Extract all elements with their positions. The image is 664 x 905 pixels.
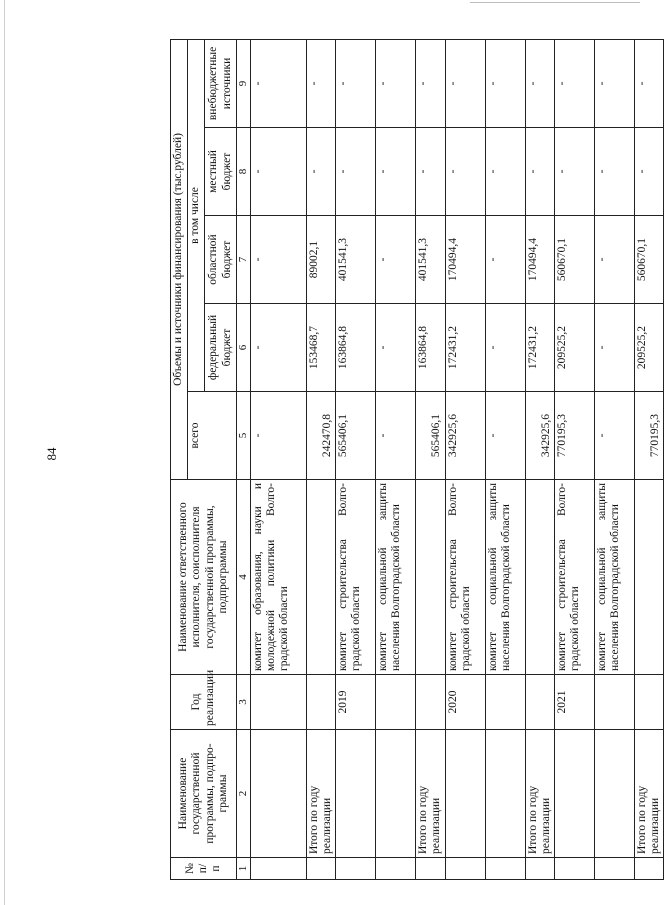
- table-row: [554, 39, 594, 879]
- cell-federal: 163864,8: [336, 304, 376, 392]
- cell-program: [445, 730, 485, 858]
- cell-federal: 163864,8: [416, 304, 445, 392]
- col-number: 9: [237, 39, 251, 127]
- cell-extra: -: [416, 39, 445, 127]
- cell-total: 565406,1: [416, 392, 445, 480]
- cell-executor: комитет социальной защиты населения Волгоградской области: [376, 480, 416, 675]
- cell-total: -: [250, 392, 306, 480]
- cell-regional: 89002,1: [306, 216, 335, 304]
- cell-executor: комитет образования, науки и молодежной политики Волго-градской области: [250, 480, 306, 675]
- header-num: № п/п: [171, 858, 237, 880]
- cell-program: [485, 730, 525, 858]
- table-row-total: [634, 39, 663, 879]
- cell-year: [250, 675, 306, 730]
- header-funding-group: Объемы и источники финансирования (тыс.рублей): [171, 39, 188, 479]
- cell-year: 2021: [554, 675, 594, 730]
- cell-extra: -: [525, 39, 554, 127]
- table-row-total: [525, 39, 554, 879]
- cell-federal: -: [485, 304, 525, 392]
- cell-year: [485, 675, 525, 730]
- cell-regional: -: [485, 216, 525, 304]
- cell-extra: -: [250, 39, 306, 127]
- cell-num: [594, 858, 634, 880]
- table-row: [445, 39, 485, 879]
- cell-regional: 560670,1: [634, 216, 663, 304]
- cell-regional: 170494,4: [445, 216, 485, 304]
- cell-regional: -: [376, 216, 416, 304]
- header-including: в том числе: [188, 39, 205, 391]
- cell-program: [594, 730, 634, 858]
- cell-year: [376, 675, 416, 730]
- col-number: 8: [237, 128, 251, 216]
- table-row: [250, 39, 306, 879]
- rotated-table-container: [170, 30, 662, 880]
- table-body: [250, 39, 664, 879]
- cell-extra: -: [594, 39, 634, 127]
- table-row: [594, 39, 634, 879]
- cell-total: 770195,3: [554, 392, 594, 480]
- cell-num: [445, 858, 485, 880]
- cell-federal: 172431,2: [445, 304, 485, 392]
- cell-federal: 209525,2: [554, 304, 594, 392]
- cell-total: 342925,6: [445, 392, 485, 480]
- cell-program: [554, 730, 594, 858]
- cell-program: Итого по году реализации: [525, 730, 554, 858]
- cell-executor: комитет строительства Волго-градской области: [445, 480, 485, 675]
- cell-total: 242470,8: [306, 392, 335, 480]
- cell-federal: -: [376, 304, 416, 392]
- cell-federal: 153468,7: [306, 304, 335, 392]
- cell-year: 2019: [336, 675, 376, 730]
- cell-year: [416, 675, 445, 730]
- cell-federal: -: [594, 304, 634, 392]
- cell-year: [634, 675, 663, 730]
- cell-regional: 401541,3: [416, 216, 445, 304]
- cell-executor: комитет строительства Волго-градской области: [336, 480, 376, 675]
- cell-num: [485, 858, 525, 880]
- header-year: Год реализации: [171, 675, 237, 730]
- col-number: 2: [237, 730, 251, 858]
- cell-program: Итого по году реализации: [416, 730, 445, 858]
- header-local: местный бюджет: [205, 128, 237, 216]
- cell-program: Итого по году реализации: [306, 730, 335, 858]
- col-number: 5: [237, 392, 251, 480]
- cell-regional: -: [250, 216, 306, 304]
- col-number: 4: [237, 480, 251, 675]
- cell-regional: -: [594, 216, 634, 304]
- scan-edge-left: [4, 0, 5, 905]
- cell-executor: [416, 480, 445, 675]
- header-federal: федеральный бюджет: [205, 304, 237, 392]
- cell-local: -: [594, 128, 634, 216]
- cell-year: [594, 675, 634, 730]
- cell-executor: комитет социальной защиты населения Волгоградской области: [594, 480, 634, 675]
- header-extrabudget: внебюджетные источники: [205, 39, 237, 127]
- cell-program: [376, 730, 416, 858]
- cell-num: [306, 858, 335, 880]
- scan-edge-top: [470, 2, 640, 3]
- cell-program: [250, 730, 306, 858]
- cell-federal: -: [250, 304, 306, 392]
- cell-local: -: [376, 128, 416, 216]
- table-row: [336, 39, 376, 879]
- cell-local: -: [416, 128, 445, 216]
- cell-executor: [525, 480, 554, 675]
- cell-num: [416, 858, 445, 880]
- cell-year: [525, 675, 554, 730]
- page-number: 84: [44, 447, 59, 461]
- cell-num: [336, 858, 376, 880]
- cell-extra: -: [445, 39, 485, 127]
- cell-regional: 170494,4: [525, 216, 554, 304]
- cell-local: -: [445, 128, 485, 216]
- cell-program: Итого по году реализации: [634, 730, 663, 858]
- header-executor: Наименование ответственного исполнителя, соисполнителя государственной программы, подпрограммы: [171, 480, 237, 675]
- header-total: всего: [188, 392, 237, 480]
- cell-local: -: [485, 128, 525, 216]
- col-number: 1: [237, 858, 251, 880]
- col-number: 3: [237, 675, 251, 730]
- cell-program: [336, 730, 376, 858]
- cell-executor: [306, 480, 335, 675]
- cell-local: -: [336, 128, 376, 216]
- cell-num: [376, 858, 416, 880]
- cell-year: [306, 675, 335, 730]
- cell-executor: комитет строительства Волго-градской области: [554, 480, 594, 675]
- cell-federal: 172431,2: [525, 304, 554, 392]
- cell-extra: -: [376, 39, 416, 127]
- cell-regional: 560670,1: [554, 216, 594, 304]
- cell-total: -: [485, 392, 525, 480]
- table-row: [376, 39, 416, 879]
- cell-num: [525, 858, 554, 880]
- cell-total: -: [376, 392, 416, 480]
- cell-local: -: [634, 128, 663, 216]
- cell-local: -: [306, 128, 335, 216]
- cell-local: -: [250, 128, 306, 216]
- cell-local: -: [525, 128, 554, 216]
- cell-total: 342925,6: [525, 392, 554, 480]
- header-regional: областной бюджет: [205, 216, 237, 304]
- cell-extra: -: [306, 39, 335, 127]
- table-header: [171, 39, 251, 879]
- cell-executor: комитет социальной защиты населения Волгоградской области: [485, 480, 525, 675]
- cell-extra: -: [485, 39, 525, 127]
- cell-executor: [634, 480, 663, 675]
- cell-local: -: [554, 128, 594, 216]
- cell-num: [250, 858, 306, 880]
- table-row-total: [306, 39, 335, 879]
- cell-regional: 401541,3: [336, 216, 376, 304]
- cell-extra: -: [634, 39, 663, 127]
- cell-extra: -: [554, 39, 594, 127]
- cell-federal: 209525,2: [634, 304, 663, 392]
- cell-total: 565406,1: [336, 392, 376, 480]
- cell-total: 770195,3: [634, 392, 663, 480]
- col-number: 7: [237, 216, 251, 304]
- col-number: 6: [237, 304, 251, 392]
- cell-num: [634, 858, 663, 880]
- cell-total: -: [594, 392, 634, 480]
- cell-extra: -: [336, 39, 376, 127]
- funding-table: [170, 39, 664, 880]
- cell-num: [554, 858, 594, 880]
- table-row: [485, 39, 525, 879]
- header-program: Наименование государственной программы, подпро-граммы: [171, 730, 237, 858]
- cell-year: 2020: [445, 675, 485, 730]
- table-row-total: [416, 39, 445, 879]
